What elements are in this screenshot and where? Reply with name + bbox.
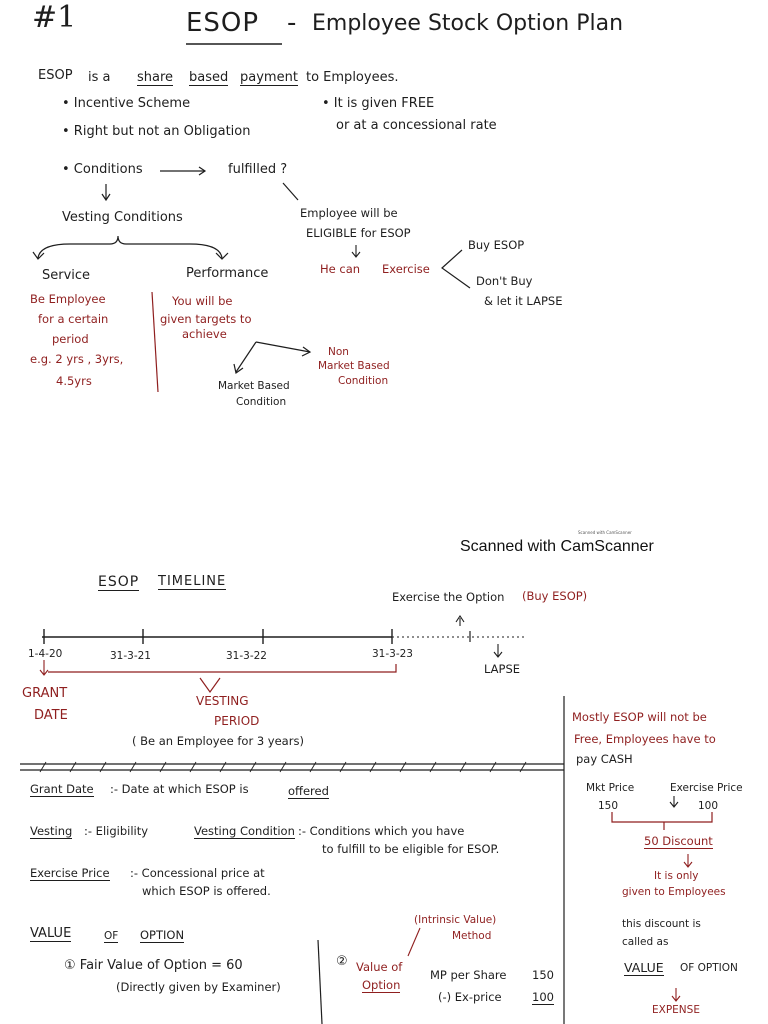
value-of-option-title: VALUE (30, 926, 72, 941)
title-rest: Employee Stock Option Plan (312, 11, 624, 36)
value-of-option-red-2: Option (362, 978, 401, 992)
intro-is-a: is a (88, 70, 111, 85)
exercise: Exercise (382, 262, 430, 276)
service-note-4: e.g. 2 yrs , 3yrs, (30, 352, 124, 366)
timeline-title-esop: ESOP (98, 574, 140, 590)
fair-value: ① Fair Value of Option = 60 (64, 958, 243, 973)
performance-note-1: You will be (172, 294, 233, 308)
side-note-2: Free, Employees have to (574, 732, 716, 746)
intrinsic-1: (Intrinsic Value) (414, 914, 497, 926)
timeline-title-timeline: TIMELINE (158, 574, 227, 589)
grant-date-def: :- Date at which ESOP is (110, 782, 249, 796)
value-of-option-of: OF (104, 930, 119, 942)
service-note-2: for a certain (38, 312, 109, 326)
intro-payment: payment (240, 70, 298, 85)
side-note-1: Mostly ESOP will not be (572, 710, 707, 724)
exercise-option-label: Exercise the Option (392, 590, 505, 604)
intro-based: based (189, 70, 229, 85)
only-given-1: It is only (654, 870, 699, 882)
scan-small: Scanned with CamScanner (578, 530, 632, 535)
vesting-conditions: Vesting Conditions (62, 210, 183, 225)
vesting-cond-term: Vesting Condition (194, 824, 295, 838)
directly-given: (Directly given by Examiner) (116, 980, 281, 994)
grant-date-term: Grant Date (30, 782, 94, 796)
service-label: Service (42, 268, 91, 283)
buy-esop-red: (Buy ESOP) (522, 589, 588, 603)
vesting-cond-def-1: :- Conditions which you have (298, 824, 465, 838)
eligible-1: Employee will be (300, 206, 398, 220)
performance-note-3: achieve (182, 327, 227, 341)
mkt-price: Mkt Price (586, 782, 635, 794)
date-4: 31-3-23 (372, 648, 413, 660)
performance-label: Performance (186, 266, 269, 281)
be-employee: ( Be an Employee for 3 years) (132, 734, 304, 748)
service-note-5: 4.5yrs (56, 374, 92, 388)
let-lapse: & let it LAPSE (484, 294, 563, 308)
bullet-concessional: or at a concessional rate (336, 118, 497, 133)
mkt-value: 150 (598, 800, 619, 812)
discount: 50 Discount (644, 834, 713, 848)
bullet-incentive: • Incentive Scheme (62, 96, 191, 111)
scan-footer (0, 530, 768, 560)
he-can: He can (320, 262, 361, 276)
vesting-def: :- Eligibility (84, 824, 149, 838)
circle-2: ② (336, 954, 348, 969)
exercise-price-def-1: :- Concessional price at (130, 866, 265, 880)
grant-1: GRANT (22, 686, 68, 701)
exercise-price: Exercise Price (670, 782, 743, 794)
date-1: 1-4-20 (28, 648, 63, 660)
service-note-3: period (52, 332, 89, 346)
service-note-1: Be Employee (30, 292, 106, 306)
side-note-3: pay CASH (576, 752, 633, 766)
value-option-right: VALUE (624, 960, 664, 975)
buy-esop: Buy ESOP (468, 238, 525, 252)
mp-share: MP per Share (430, 968, 507, 982)
bullet-free: • It is given FREE (322, 96, 435, 111)
conditions: • Conditions (62, 162, 143, 177)
fulfilled: fulfilled ? (228, 162, 288, 177)
value-option-right-2: OF OPTION (680, 962, 738, 974)
vesting-cond-def-2: to fulfill to be eligible for ESOP. (322, 842, 500, 856)
grant-2: DATE (34, 708, 68, 723)
intrinsic-2: Method (452, 930, 492, 942)
this-discount-1: this discount is (622, 918, 701, 930)
title-dash: - (287, 8, 298, 38)
ex-price: (-) Ex-price (438, 990, 502, 1004)
ex-value: 100 (532, 990, 554, 1004)
exercise-price-term: Exercise Price (30, 866, 110, 880)
exercise-price-def-2: which ESOP is offered. (142, 884, 271, 898)
intro-to-employees: to Employees. (306, 70, 399, 85)
bullet-right: • Right but not an Obligation (62, 124, 251, 139)
market-based-2: Condition (236, 396, 287, 408)
vesting-period-2: PERIOD (214, 714, 260, 728)
mp-value: 150 (532, 968, 554, 982)
non-market-1: Non (328, 346, 349, 358)
exercise-value: 100 (698, 800, 719, 812)
value-of-option-option: OPTION (140, 928, 185, 942)
dont-buy: Don't Buy (476, 274, 533, 288)
date-3: 31-3-22 (226, 650, 267, 662)
lapse: LAPSE (484, 662, 521, 676)
notes-page-2 (0, 560, 768, 1024)
non-market-3: Condition (338, 375, 389, 387)
date-2: 31-3-21 (110, 650, 151, 662)
expense: EXPENSE (652, 1004, 700, 1016)
vesting-period-1: VESTING (196, 694, 249, 708)
non-market-2: Market Based (318, 360, 390, 372)
market-based-1: Market Based (218, 380, 290, 392)
grant-date-offered: offered (288, 784, 329, 798)
value-of-option-red-1: Value of (356, 960, 403, 974)
title-esop: ESOP (186, 8, 260, 38)
this-discount-2: called as (622, 936, 669, 948)
intro-esop: ESOP (38, 68, 73, 83)
eligible-2: ELIGIBLE for ESOP (306, 226, 411, 240)
page-number: #1 (32, 0, 77, 35)
intro-share: share (137, 70, 174, 85)
scan-big: Scanned with CamScanner (460, 538, 654, 555)
only-given-2: given to Employees (622, 886, 726, 898)
vesting-term: Vesting (30, 824, 73, 838)
performance-note-2: given targets to (160, 312, 252, 326)
